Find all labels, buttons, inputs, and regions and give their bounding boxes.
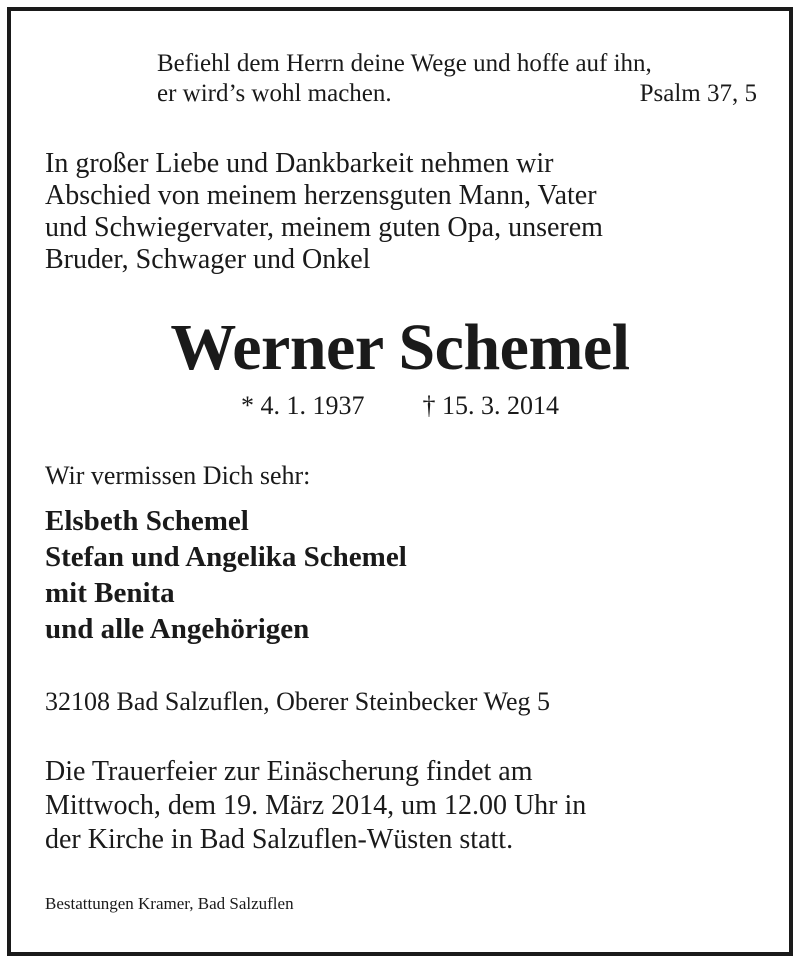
mourner-name: mit Benita bbox=[45, 577, 175, 609]
birth-date: * 4. 1. 1937 bbox=[241, 391, 365, 420]
life-dates bbox=[0, 390, 800, 422]
verse-line-2-row bbox=[157, 79, 757, 109]
intro-line: Bruder, Schwager und Onkel bbox=[45, 244, 371, 275]
verse-line-2: er wird’s wohl machen. bbox=[157, 80, 392, 107]
ceremony-line: Mittwoch, dem 19. März 2014, um 12.00 Uhr in bbox=[45, 790, 587, 821]
undertaker-credit: Bestattungen Kramer, Bad Salzuflen bbox=[45, 894, 294, 913]
intro-line: und Schwiegervater, meinem guten Opa, unserem bbox=[45, 212, 603, 243]
deceased-name: Werner Schemel bbox=[170, 311, 630, 384]
family-address: 32108 Bad Salzuflen, Oberer Steinbecker Weg 5 bbox=[45, 687, 550, 716]
intro-line: Abschied von meinem herzensguten Mann, Vater bbox=[45, 180, 597, 211]
mourner-name: Stefan und Angelika Schemel bbox=[45, 541, 407, 573]
death-date: † 15. 3. 2014 bbox=[422, 391, 559, 420]
verse-line-1: Befiehl dem Herrn deine Wege und hoffe auf ihn, bbox=[157, 50, 652, 77]
ceremony-line: Die Trauerfeier zur Einäscherung findet am bbox=[45, 756, 533, 787]
intro-text bbox=[45, 148, 765, 276]
intro-line: In großer Liebe und Dankbarkeit nehmen wir bbox=[45, 148, 554, 179]
mourner-name: Elsbeth Schemel bbox=[45, 505, 249, 537]
ceremony-line: der Kirche in Bad Salzuflen-Wüsten statt. bbox=[45, 824, 514, 855]
missing-line: Wir vermissen Dich sehr: bbox=[45, 461, 311, 490]
mourner-name: und alle Angehörigen bbox=[45, 613, 310, 645]
mourners-list bbox=[45, 503, 407, 647]
bible-verse bbox=[157, 49, 757, 109]
verse-reference: Psalm 37, 5 bbox=[639, 80, 757, 107]
ceremony-text bbox=[45, 755, 586, 857]
